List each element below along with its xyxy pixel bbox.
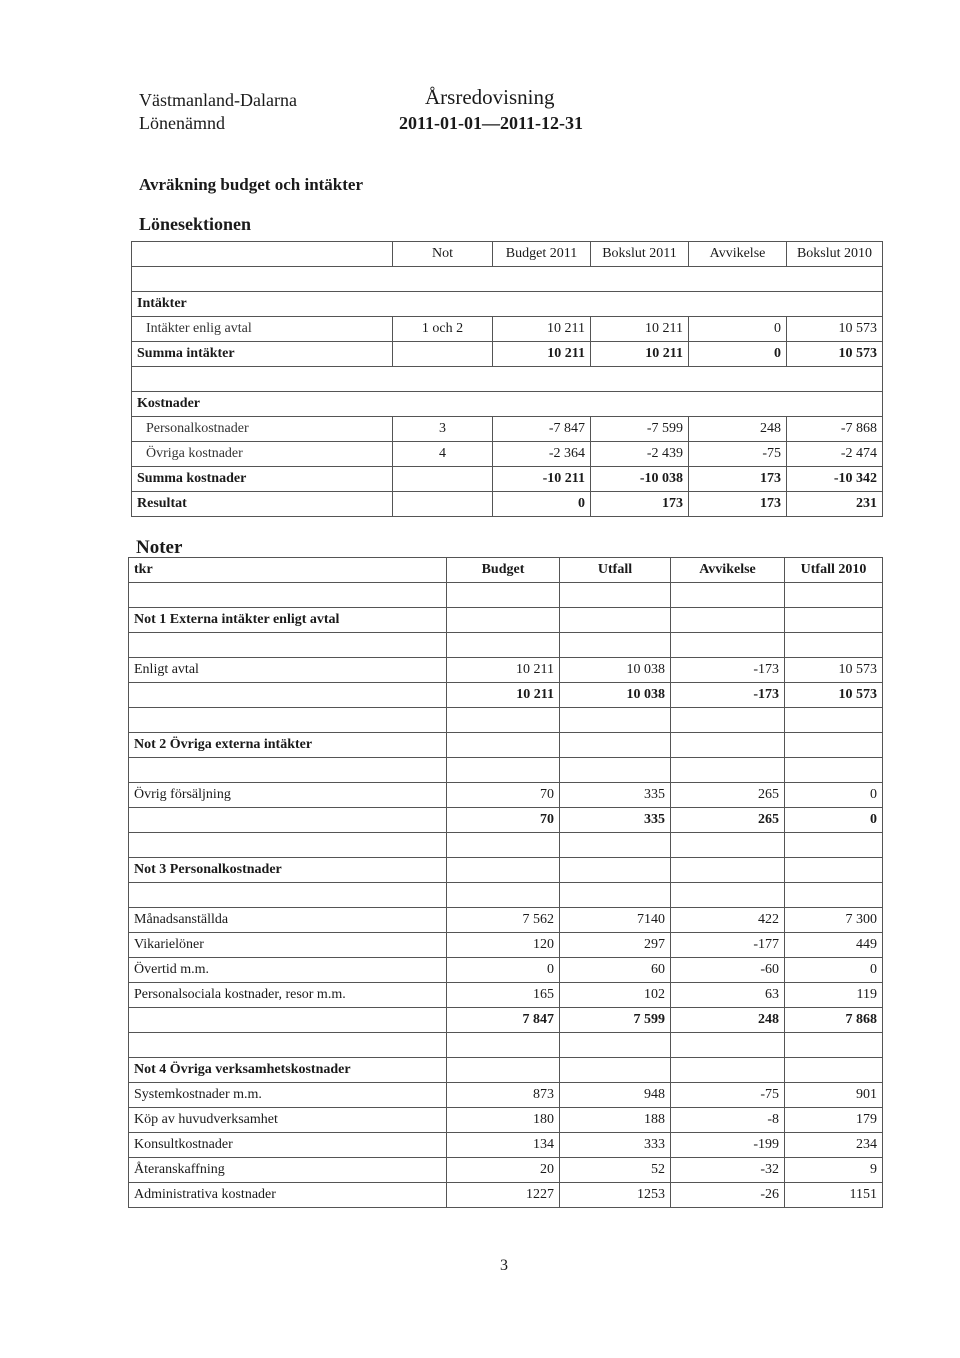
sum-row: Summa intäkter 10 211 10 211 0 10 573 <box>132 342 883 367</box>
table-row: Övrig försäljning 70 335 265 0 <box>129 783 883 808</box>
table-row: Köp av huvudverksamhet 180 188 -8 179 <box>129 1108 883 1133</box>
table-row: Återanskaffning 20 52 -32 9 <box>129 1158 883 1183</box>
col-header: Bokslut 2011 <box>591 242 689 267</box>
table-row: Månadsanställda 7 562 7140 422 7 300 <box>129 908 883 933</box>
spacer-row <box>132 267 883 292</box>
table-row: Administrativa kostnader 1227 1253 -26 1151 <box>129 1183 883 1208</box>
spacer-row <box>129 833 883 858</box>
col-header: Budget 2011 <box>493 242 591 267</box>
report-title: Årsredovisning <box>425 85 555 109</box>
table-row: Konsultkostnader 134 333 -199 234 <box>129 1133 883 1158</box>
col-header: Budget <box>447 558 560 583</box>
table-row: Personalkostnader 3 -7 847 -7 599 248 -7 868 <box>132 417 883 442</box>
note-title: Not 4 Övriga verksamhetskostnader <box>129 1058 447 1083</box>
note-title-row <box>129 858 883 883</box>
col-header: Utfall 2010 <box>785 558 883 583</box>
spacer-row <box>129 1033 883 1058</box>
spacer-row <box>129 583 883 608</box>
table-header-row <box>132 242 883 267</box>
col-header: Not <box>393 242 493 267</box>
sum-row: 70 335 265 0 <box>129 808 883 833</box>
col-header: Bokslut 2010 <box>787 242 883 267</box>
kostnader-label: Kostnader <box>132 392 883 417</box>
section-heading: Lönesektionen <box>139 214 252 234</box>
section-label-row <box>132 392 883 417</box>
spacer-row <box>129 758 883 783</box>
spacer-row <box>132 367 883 392</box>
spacer-row <box>129 708 883 733</box>
result-row: Resultat 0 173 173 231 <box>132 492 883 517</box>
table-row: Systemkostnader m.m. 873 948 -75 901 <box>129 1083 883 1108</box>
note-title: Not 1 Externa intäkter enligt avtal <box>129 608 447 633</box>
note-title: Not 3 Personalkostnader <box>129 858 447 883</box>
page-number: 3 <box>500 1257 508 1274</box>
col-header: tkr <box>129 558 447 583</box>
sum-row: 10 211 10 038 -173 10 573 <box>129 683 883 708</box>
noter-heading: Noter <box>136 537 183 558</box>
note-title: Not 2 Övriga externa intäkter <box>129 733 447 758</box>
main-heading: Avräkning budget och intäkter <box>139 175 364 194</box>
sum-row: 7 847 7 599 248 7 868 <box>129 1008 883 1033</box>
table-header-row <box>129 558 883 583</box>
notes-table <box>128 557 883 1208</box>
budget-table <box>131 241 883 517</box>
col-header: Utfall <box>560 558 671 583</box>
table-row: Övertid m.m. 0 60 -60 0 <box>129 958 883 983</box>
spacer-row <box>129 883 883 908</box>
note-title-row <box>129 733 883 758</box>
dept-name: Lönenämnd <box>139 113 225 133</box>
table-row: Personalsociala kostnader, resor m.m. 165 102 63 119 <box>129 983 883 1008</box>
table-row: Enligt avtal 10 211 10 038 -173 10 573 <box>129 658 883 683</box>
table-row: Vikarielöner 120 297 -177 449 <box>129 933 883 958</box>
table-row: Intäkter enlig avtal 1 och 2 10 211 10 211 0 10 573 <box>132 317 883 342</box>
note-title-row <box>129 1058 883 1083</box>
sum-row: Summa kostnader -10 211 -10 038 173 -10 342 <box>132 467 883 492</box>
section-label-row <box>132 292 883 317</box>
report-period: 2011-01-01—2011-12-31 <box>399 113 583 133</box>
org-name: Västmanland-Dalarna <box>139 90 297 110</box>
spacer-row <box>129 633 883 658</box>
intakter-label: Intäkter <box>132 292 883 317</box>
col-header: Avvikelse <box>689 242 787 267</box>
table-row: Övriga kostnader 4 -2 364 -2 439 -75 -2 474 <box>132 442 883 467</box>
col-header: Avvikelse <box>671 558 785 583</box>
note-title-row <box>129 608 883 633</box>
